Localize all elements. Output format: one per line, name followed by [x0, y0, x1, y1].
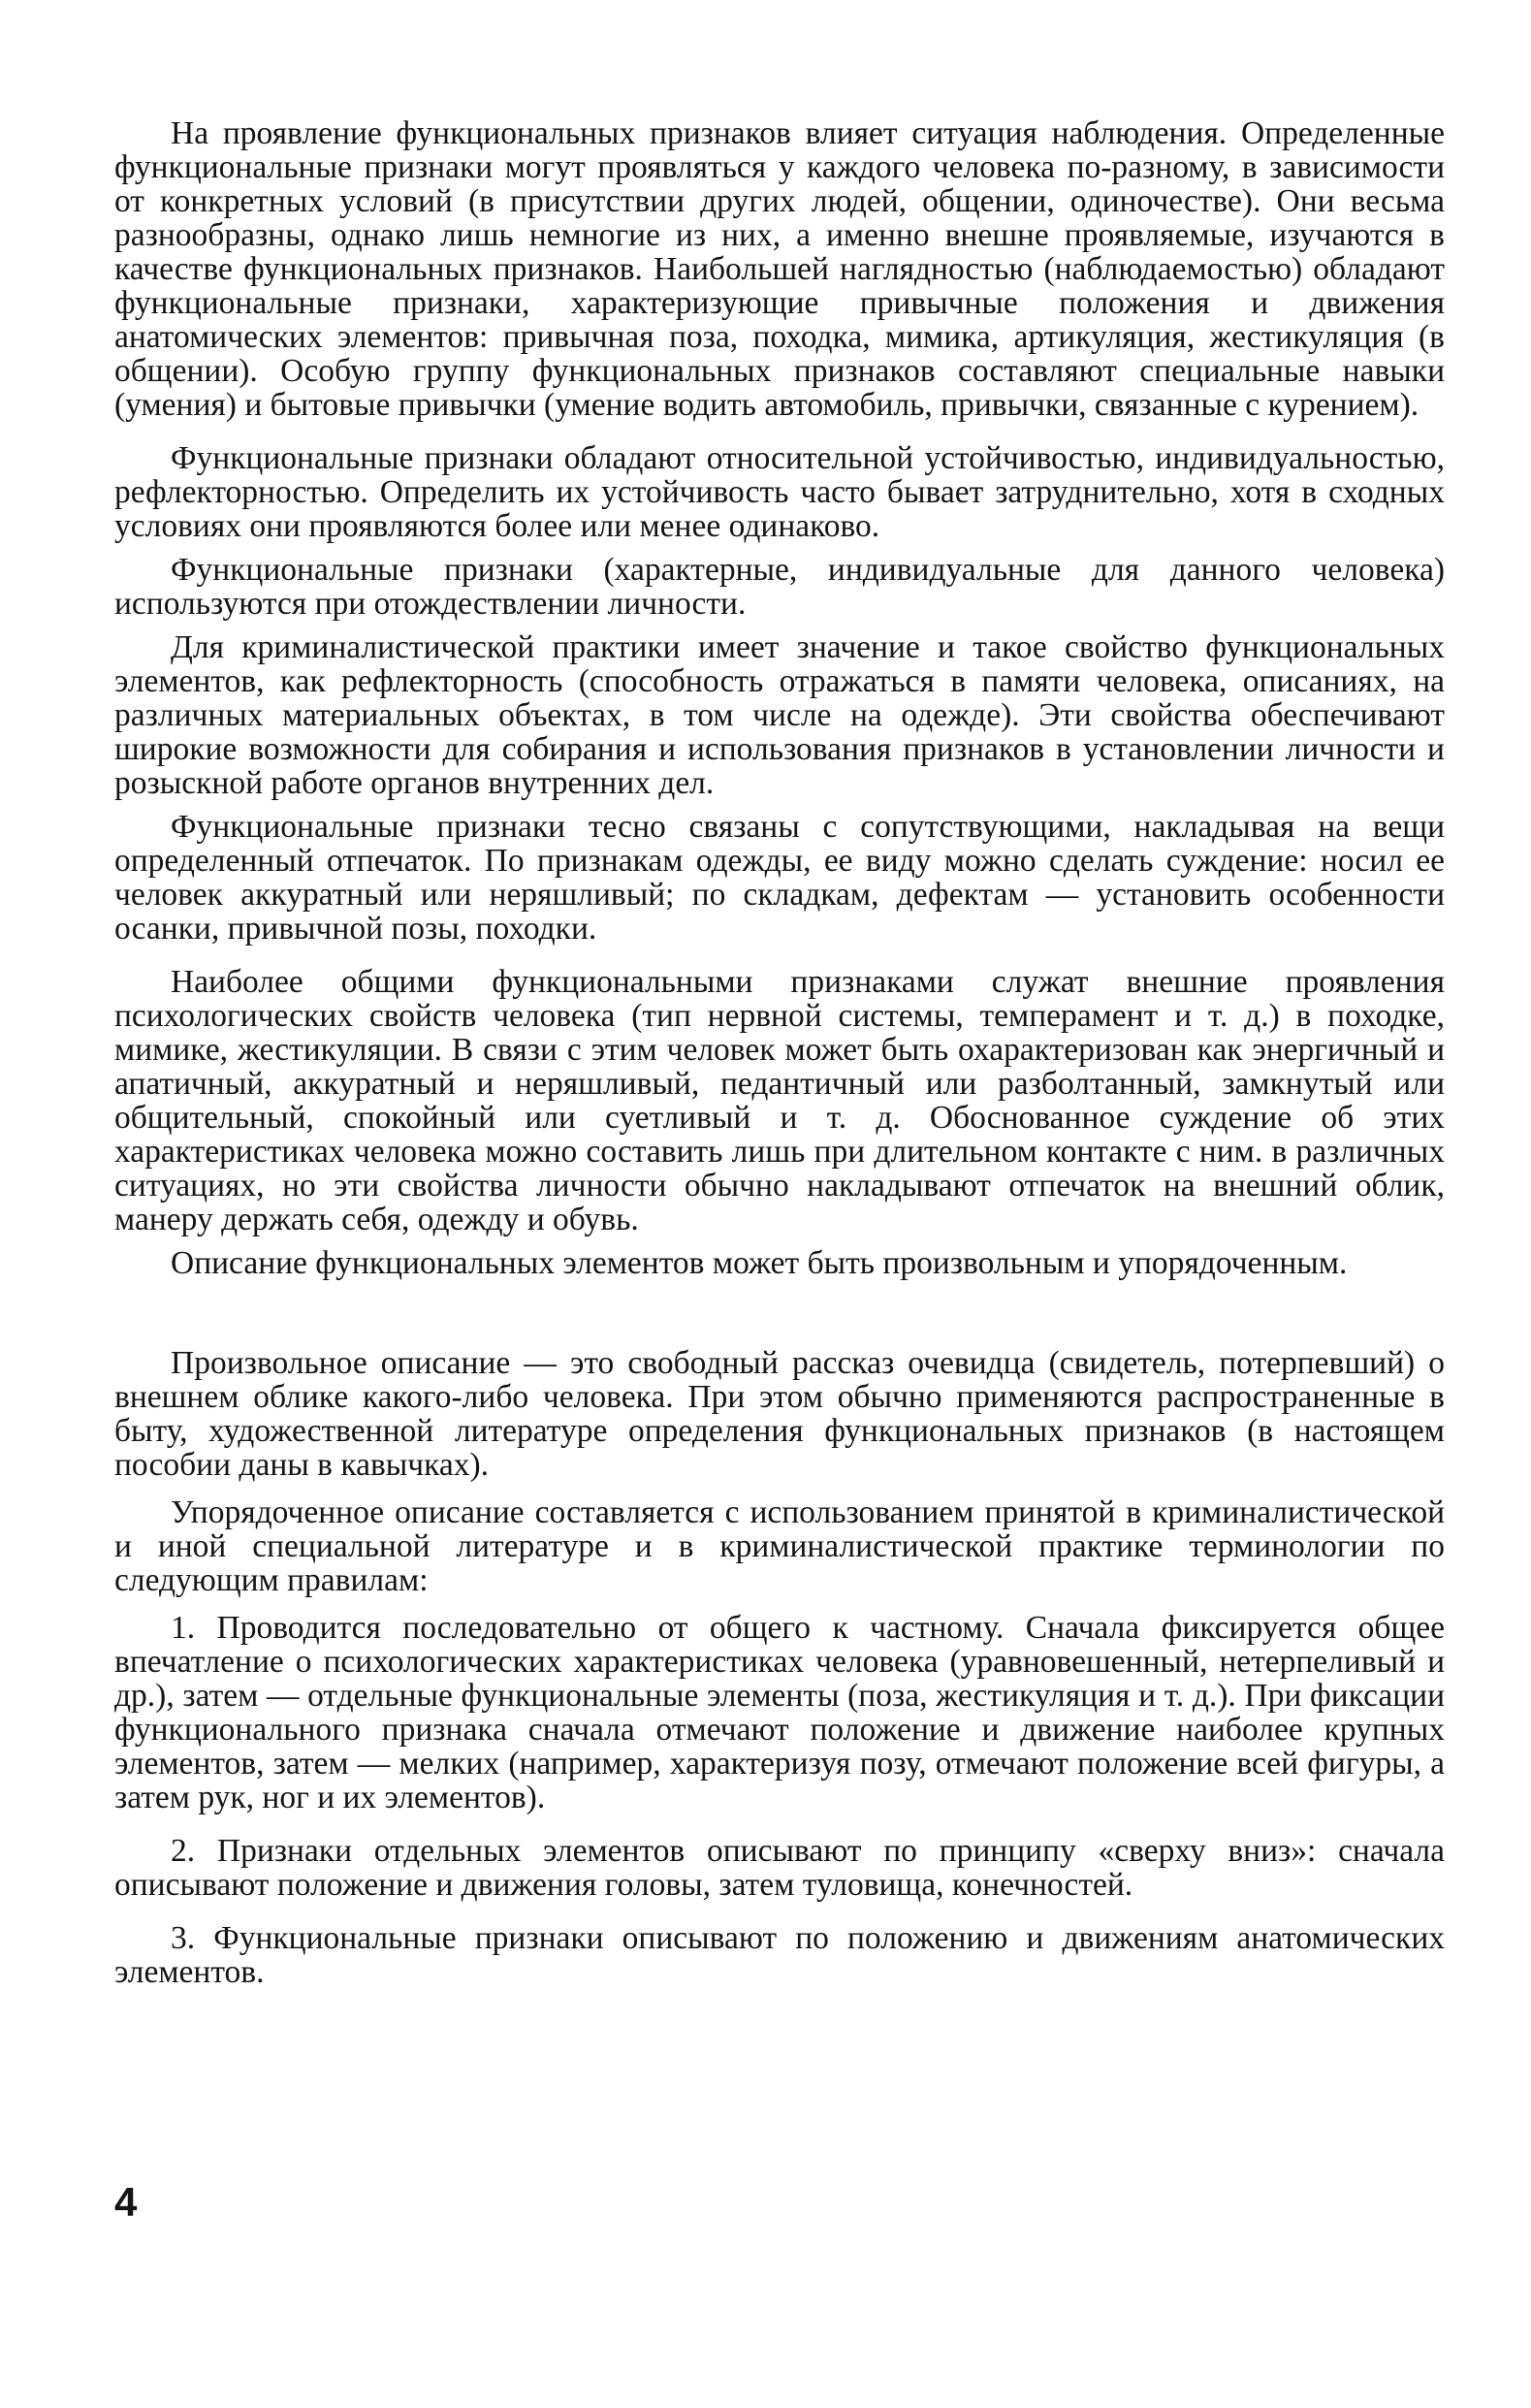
paragraph-identification: Функциональные признаки (характерные, индивидуальные для данного человека) используются при отождествлении личности.: [114, 552, 1445, 622]
rule-item-3: 3. Функциональные признаки описывают по положению и движениям анатомических элементов.: [114, 1920, 1445, 1990]
paragraph-reflexivity: Для криминалистической практики имеет значение и такое свойство функциональных элементов, как рефлекторность (способность отражаться в памяти человека, описаниях, на различных материальных объектах, в том числе на одежде). Эти свойства обеспечивают широкие возможности для собирания и использования признаков в установлении личности и розыскной работе органов внутренних дел.: [114, 629, 1445, 801]
page-number: 4: [114, 2179, 138, 2225]
paragraph-clothing: Функциональные признаки тесно связаны с сопутствующими, накладывая на вещи определенный отпечаток. По признакам одежды, ее виду можно сделать суждение: носил ее человек аккуратный или неряшливый; по складкам, дефектам — установить особенности осанки, привычной позы, походки.: [114, 809, 1445, 947]
body-text: [114, 116, 1445, 1989]
paragraph-description-types: Описание функциональных элементов может быть произвольным и упорядоченным.: [171, 1245, 1348, 1281]
paragraph-ordered-description: Упорядоченное описание составляется с использованием принятой в криминалистической и иной специальной литературе и в криминалистической практике терминологии по следующим правилам:: [114, 1494, 1445, 1598]
paragraph-psychology: Наиболее общими функциональными признаками служат внешние проявления психологических свойств человека (тип нервной системы, темперамент и т. д.) в походке, мимике, жестикуляции. В связи с этим человек может быть охарактеризован как энергичный и апатичный, аккуратный и неряшливый, педантичный или разболтанный, замкнутый или общительный, спокойный или суетливый и т. д. Обоснованное суждение об этих характеристиках человека можно составить лишь при длительном контакте с ним. в различных ситуациях, но эти свойства личности обычно накладывают отпечаток на внешний облик, манеру держать себя, одежду и обувь.: [114, 964, 1445, 1237]
rule-item-2: 2. Признаки отдельных элементов описывают по принципу «сверху вниз»: сначала описывают положение и движения головы, затем туловища, конечностей.: [114, 1833, 1445, 1903]
paragraph-stability: Функциональные признаки обладают относительной устойчивостью, индивидуальностью, рефлекторностью. Определить их устойчивость часто бывает затруднительно, хотя в сходных условиях они проявляются более или менее одинаково.: [114, 440, 1445, 544]
rule-item-1: 1. Проводится последовательно от общего к частному. Сначала фиксируется общее впечатление о психологических характеристиках человека (уравновешенный, нетерпеливый и др.), затем — отдельные функциональные элементы (поза, жестикуляция и т. д.). При фиксации функционального признака сначала отмечают положение и движение наиболее крупных элементов, затем — мелких (например, характеризуя позу, отмечают положение всей фигуры, а затем рук, ног и их элементов).: [114, 1610, 1445, 1815]
paragraph-free-description: Произвольное описание — это свободный рассказ очевидца (свидетель, потерпевший) о внешнем облике какого-либо человека. При этом обычно применяются распространенные в быту, художественной литературе определения функциональных признаков (в настоящем пособии даны в кавычках).: [114, 1345, 1445, 1483]
paragraph-situation: На проявление функциональных признаков влияет ситуация наблюдения. Определенные функциональные признаки могут проявляться у каждого человека по-разному, в зависимости от конкретных условий (в присутствии других людей, общении, одиночестве). Они весьма разнообразны, однако лишь немногие из них, а именно внешне проявляемые, изучаются в качестве функциональных признаков. Наибольшей наглядностью (наблюдаемостью) обладают функциональные признаки, характеризующие привычные положения и движения анатомических элементов: привычная поза, походка, мимика, артикуляция, жестикуляция (в общении). Особую группу функциональных признаков составляют специальные навыки (умения) и бытовые привычки (умение водить автомобиль, привычки, связанные с курением).: [114, 115, 1445, 423]
